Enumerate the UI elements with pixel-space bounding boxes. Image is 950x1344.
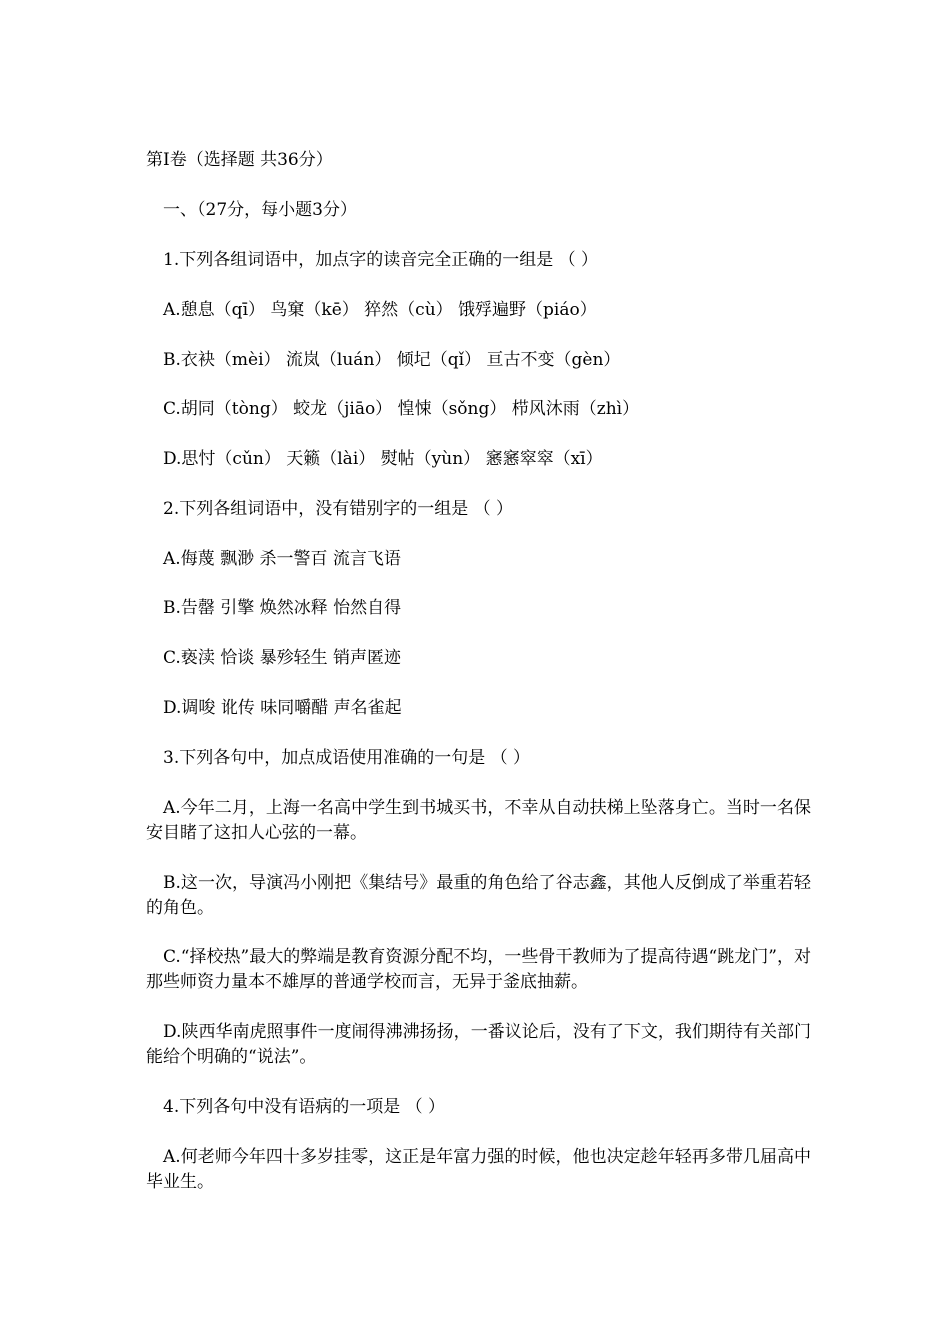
question-2-option-c: C.亵渎 恰谈 暴殄轻生 销声匿迹 [163,648,402,668]
question-2-option-b: B.告罄 引擎 焕然冰释 怡然自得 [163,598,402,618]
question-3-option-c: C.“择校热”最大的弊端是教育资源分配不均，一些骨干教师为了提高待遇“跳龙门”，对那些师资力量本不雄厚的普通学校而言，无异于釜底抽薪。 [146,947,811,992]
question-2-option-d: D.调唆 讹传 味同嚼醋 声名雀起 [163,698,402,718]
question-4-option-a: A.何老师今年四十多岁挂零，这正是年富力强的时候，他也决定趁年轻再多带几届高中毕业生。 [146,1147,811,1192]
question-1-stem: 1.下列各组词语中，加点字的读音完全正确的一组是 （ ） [163,250,599,270]
question-4-stem: 4.下列各句中没有语病的一项是 （ ） [163,1097,446,1117]
question-1-option-b: B.衣袂（mèi） 流岚（luán） 倾圮（qǐ） 亘古不变（gèn） [163,350,621,370]
question-1-option-a: A.憩息（qī） 鸟窠（kē） 猝然（cù） 饿殍遍野（piáo） [163,300,597,320]
question-3-stem: 3.下列各句中，加点成语使用准确的一句是 （ ） [163,748,531,768]
question-2-option-a: A.侮蔑 飘渺 杀一警百 流言飞语 [163,549,401,569]
question-3-option-d: D.陕西华南虎照事件一度闹得沸沸扬扬，一番议论后，没有了下文，我们期待有关部门能给个明确的“说法”。 [146,1022,811,1067]
question-2-stem: 2.下列各组词语中，没有错别字的一组是 （ ） [163,499,514,519]
part-heading: 一、（27分，每小题3分） [163,200,357,220]
question-3-option-b: B.这一次，导演冯小刚把《集结号》最重的角色给了谷志鑫，其他人反倒成了举重若轻的角色。 [146,873,811,918]
question-1-option-d: D.思忖（cǔn） 天籁（lài） 熨帖（yùn） 窸窸窣窣（xī） [163,449,603,469]
question-1-option-c: C.胡同（tòng） 蛟龙（jiāo） 惶悚（sǒng） 栉风沐雨（zhì） [163,399,640,419]
section-title: 第I卷（选择题 共36分） [146,150,333,170]
question-3-option-a: A.今年二月，上海一名高中学生到书城买书，不幸从自动扶梯上坠落身亡。当时一名保安目睹了这扣人心弦的一幕。 [146,798,811,843]
